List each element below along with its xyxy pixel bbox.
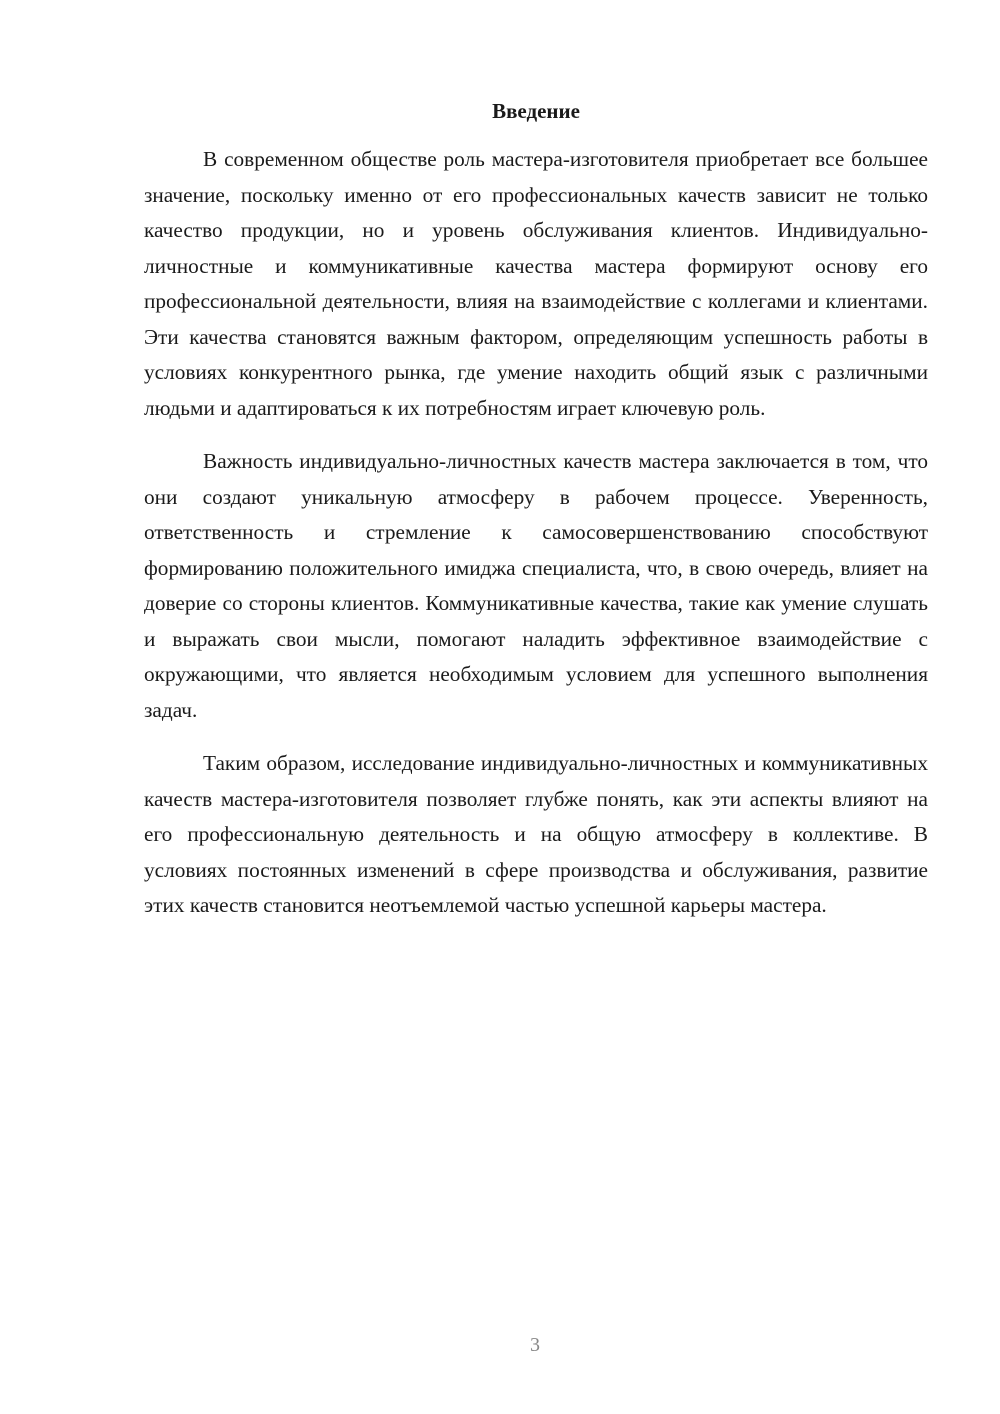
page-body: [144, 95, 928, 942]
page-number: 3: [530, 1334, 540, 1356]
paragraph-2: Важность индивидуально-личностных качеств мастера заключается в том, что они создают уникальную атмосферу в рабочем процессе. Уверенность, ответственность и стремление к самосовершенствованию способствуют формированию положительного имиджа специалиста, что, в свою очередь, влияет на доверие со стороны клиентов. Коммуникативные качества, такие как умение слушать и выражать свои мысли, помогают наладить эффективное взаимодействие с окружающими, что является необходимым условием для успешного выполнения задач.: [144, 449, 928, 722]
paragraph-3: Таким образом, исследование индивидуально-личностных и коммуникативных качеств мастера-изготовителя позволяет глубже понять, как эти аспекты влияют на его профессиональную деятельность и на общую атмосферу в коллективе. В условиях постоянных изменений в сфере производства и обслуживания, развитие этих качеств становится неотъемлемой частью успешной карьеры мастера.: [144, 751, 928, 917]
section-title: Введение: [492, 99, 580, 123]
paragraph-1: В современном обществе роль мастера-изготовителя приобретает все большее значение, поскольку именно от его профессиональных качеств зависит не только качество продукции, но и уровень обслуживания клиентов. Индивидуально-личностные и коммуникативные качества мастера формируют основу его профессиональной деятельности, влияя на взаимодействие с коллегами и клиентами. Эти качества становятся важным фактором, определяющим успешность работы в условиях конкурентного рынка, где умение находить общий язык с различными людьми и адаптироваться к их потребностям играет ключевую роль.: [144, 147, 928, 420]
